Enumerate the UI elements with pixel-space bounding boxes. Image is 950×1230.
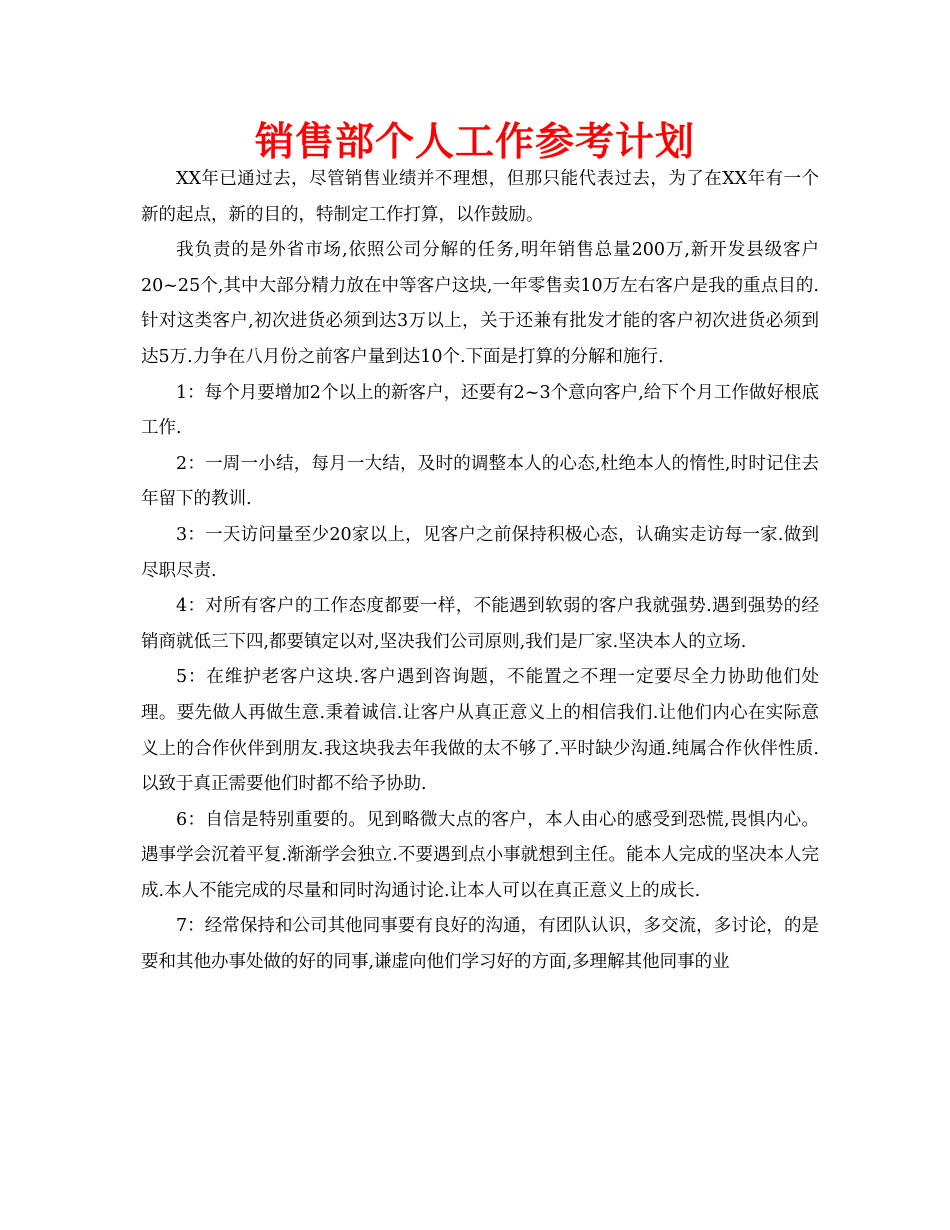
- paragraph-item-7: 7：经常保持和公司其他同事要有良好的沟通，有团队认识，多交流，多讨论，的是要和其他办事处做的好的同事,谦虚向他们学习好的方面,多理解其他同事的业: [141, 916, 819, 973]
- paragraph-item-6: 6：自信是特别重要的。见到略微大点的客户，本人由心的感受到恐慌,畏惧内心。遇事学会沉着平复.渐渐学会独立.不要遇到点小事就想到主任。能本人完成的坚决本人完成.本人不能完成的尽量和同时沟通讨论.让本人可以在真正意义上的成长.: [141, 809, 819, 901]
- paragraph-responsibility: 我负责的是外省市场,依照公司分解的任务,明年销售总量200万,新开发县级客户20~25个,其中大部分精力放在中等客户这块,一年零售卖10万左右客户是我的重点目的.针对这类客户,初次进货必须到达3万以上，关于还兼有批发才能的客户初次进货必须到达5万.力争在八月份之前客户量到达10个.下面是打算的分解和施行.: [141, 240, 819, 367]
- paragraph-item-5: 5：在维护老客户这块.客户遇到咨询题，不能置之不理一定要尽全力协助他们处理。要先做人再做生意.秉着诚信.让客户从真正意义上的相信我们.让他们内心在实际意义上的合作伙伴到朋友.我这块我去年我做的太不够了.平时缺少沟通.纯属合作伙伴性质.以致于真正需要他们时都不给予协助.: [141, 667, 819, 795]
- paragraph-item-3: 3：一天访问量至少20家以上，见客户之前保持积极心态，认确实走访每一家.做到尽职尽责.: [141, 524, 819, 581]
- document-title: 销售部个人工作参考计划: [254, 120, 695, 165]
- document-body: [141, 162, 819, 981]
- paragraph-item-2: 2：一周一小结，每月一大结，及时的调整本人的心态,杜绝本人的惰性,时时记住去年留下的教训.: [141, 453, 819, 510]
- paragraph-item-1: 1：每个月要增加2个以上的新客户，还要有2~3个意向客户,给下个月工作做好根底工作.: [141, 382, 819, 439]
- paragraph-item-4: 4：对所有客户的工作态度都要一样，不能遇到软弱的客户我就强势.遇到强势的经销商就低三下四,都要镇定以对,坚决我们公司原则,我们是厂家.坚决本人的立场.: [141, 596, 819, 652]
- paragraph-intro: XX年已通过去，尽管销售业绩并不理想，但那只能代表过去，为了在XX年有一个新的起点，新的目的，特制定工作打算，以作鼓励。: [141, 169, 819, 225]
